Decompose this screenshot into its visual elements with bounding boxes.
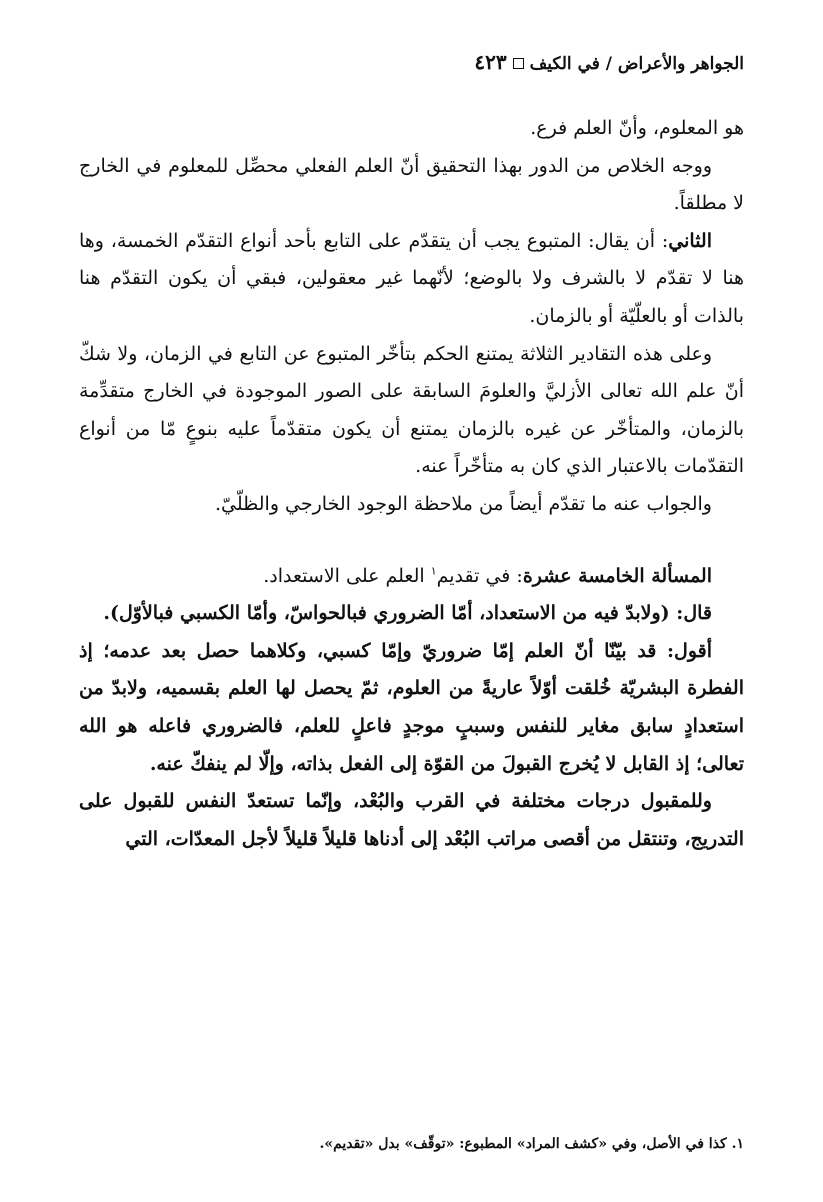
answer-text: : قد بيّنّا أنّ العلم إمّا ضروريّ وإمّا كسبي، وكلاهما حصل بعد عدمه؛ إذ الفطرة البشريّة خُلقت أوّلاً عاريةً من العلوم، ثمّ يحصل لها العلم بقسميه، ولابدّ من استعدادٍ سابق مغاير للنفس وسببٍ موجدٍ فاعلٍ للعلم، فالضروري فاعله هو الله تعالى؛ إذ القابل لا يُخرج القبولَ من القوّة إلى الفعل بذاته، وإلّا لم ينفكّ عنه. bbox=[79, 639, 744, 775]
issue-subtitle-before: : في تقديم bbox=[436, 564, 523, 587]
paragraph-degrees: وللمقبول درجات مختلفة في القرب والبُعْد، وإنّما تستعدّ النفس للقبول على التدريج، وتنتقل من أقصى مراتب البُعْد إلى أدناها قليلاً قليلاً لأجل المعدّات، التي bbox=[79, 790, 744, 850]
paragraph-escape: ووجه الخلاص من الدور بهذا التحقيق أنّ العلم الفعلي محصِّل للمعلوم في الخارج لا مطلقاً. bbox=[79, 154, 744, 215]
square-ornament-icon bbox=[513, 58, 524, 69]
running-header bbox=[79, 50, 744, 84]
paragraph-continuation: هو المعلوم، وأنّ العلم فرع. bbox=[530, 117, 744, 139]
paragraph-second-point bbox=[79, 223, 744, 336]
page-number: ٤٢٣ bbox=[474, 50, 507, 74]
answer-lead: أقول bbox=[674, 639, 712, 662]
second-point-lead: الثاني bbox=[668, 229, 712, 252]
section-gap bbox=[79, 524, 744, 558]
second-point-text: : أن يقال: المتبوع يجب أن يتقدّم على التابع بأحد أنواع التقدّم الخمسة، وها هنا لا تقدّم لا بالشرف ولا بالوضع؛ لأنّهما غير معقولين، فبقي أن يكون التقدّم هنا بالذات أو بالعلّيّة أو بالزمان. bbox=[79, 229, 744, 327]
paragraph-reply: والجواب عنه ما تقدّم أيضاً من ملاحظة الوجود الخارجي والظلّيّ. bbox=[215, 492, 712, 515]
paragraph-three-estimates: وعلى هذه التقادير الثلاثة يمتنع الحكم بتأخّر المتبوع عن التابع في الزمان، ولا شكّ أنّ علم الله تعالى الأزليَّ والعلومَ السابقة على الصور الموجودة في الخارج متقدِّمة بالزمان، والمتأخّر عن غيره بالزمان يمتنع أن يكون متقدّماً عليه بنوعٍ مّا من أنواع التقدّمات بالاعتبار الذي كان به متأخّراً عنه. bbox=[79, 342, 744, 478]
issue-subtitle-after: العلم على الاستعداد. bbox=[263, 564, 431, 587]
main-text bbox=[79, 110, 744, 858]
footnote-reference: ١ bbox=[430, 564, 437, 578]
issue-title: المسألة الخامسة عشرة bbox=[522, 564, 712, 587]
issue-heading bbox=[79, 558, 744, 596]
paragraph-answer bbox=[79, 633, 744, 783]
footnote: ١. كذا في الأصل، وفي «كشف المراد» المطبوع: «توقّف» بدل «تقديم». bbox=[319, 1136, 744, 1152]
quote-text: : (ولابدّ فيه من الاستعداد، أمّا الضروري فبالحواسّ، وأمّا الكسبي فبالأوّل). bbox=[103, 602, 684, 625]
quote-lead: قال bbox=[683, 602, 712, 625]
running-title: الجواهر والأعراض / في الكيف bbox=[529, 54, 744, 74]
paragraph-quote bbox=[79, 595, 744, 633]
